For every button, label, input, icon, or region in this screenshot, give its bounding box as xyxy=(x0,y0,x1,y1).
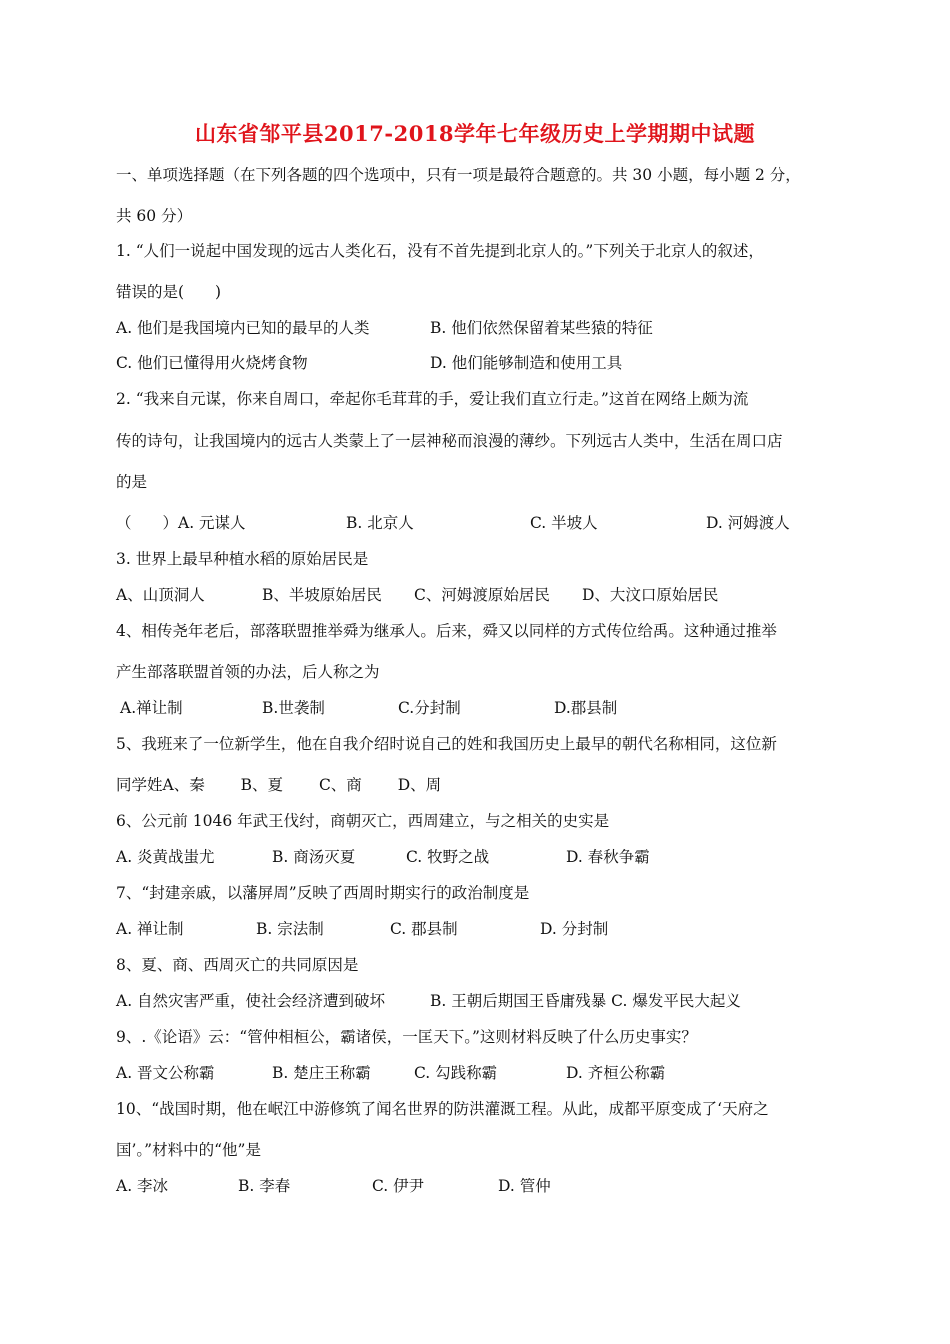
question-6-option-c: C. 牧野之战 xyxy=(406,848,490,866)
section-instructions-line1: 一、单项选择题（在下列各题的四个选项中，只有一项是最符合题意的。共 30 小题，每小题 2 分， xyxy=(116,166,801,184)
question-3-option-a: A、山顶洞人 xyxy=(116,586,205,604)
question-9-option-b: B. 楚庄王称霸 xyxy=(272,1064,371,1082)
question-2-stem-line1: 2. “我来自元谋，你来自周口，牵起你毛茸茸的手，爱让我们直立行走。”这首在网络上颇为流 xyxy=(116,390,749,408)
question-7-option-c: C. 郡县制 xyxy=(390,920,458,938)
question-3-option-b: B、半坡原始居民 xyxy=(262,586,382,604)
question-10-option-c: C. 伊尹 xyxy=(372,1177,425,1195)
question-3-stem: 3. 世界上最早种植水稻的原始居民是 xyxy=(116,550,369,568)
question-9-option-d: D. 齐桓公称霸 xyxy=(566,1064,666,1082)
question-10-stem-line2: 国’。”材料中的“他”是 xyxy=(116,1141,261,1159)
question-6-option-d: D. 春秋争霸 xyxy=(566,848,650,866)
question-8-option-bc: B. 王朝后期国王昏庸残暴 C. 爆发平民大起义 xyxy=(430,992,741,1010)
question-5-stem-line2: 同学姓A、秦 B、夏 C、商 D、周 xyxy=(116,776,442,794)
question-1-option-a: A. 他们是我国境内已知的最早的人类 xyxy=(116,319,370,337)
question-3-option-c: C、河姆渡原始居民 xyxy=(414,586,550,604)
question-4-stem-line2: 产生部落联盟首领的办法，后人称之为 xyxy=(116,663,380,681)
question-9-option-c: C. 勾践称霸 xyxy=(414,1064,498,1082)
question-4-option-c: C.分封制 xyxy=(398,699,461,717)
question-4-option-a: A.禅让制 xyxy=(120,699,183,717)
question-2-option-c: C. 半坡人 xyxy=(530,514,598,532)
question-6-option-b: B. 商汤灭夏 xyxy=(272,848,356,866)
question-4-option-d: D.郡县制 xyxy=(554,699,618,717)
question-3-option-d: D、大汶口原始居民 xyxy=(582,586,719,604)
question-1-option-d: D. 他们能够制造和使用工具 xyxy=(430,354,623,372)
question-4-option-b: B.世袭制 xyxy=(262,699,325,717)
question-6-option-a: A. 炎黄战蚩尤 xyxy=(116,848,215,866)
question-9-stem: 9、.《论语》云：“管仲相桓公，霸诸侯，一匡天下。”这则材料反映了什么历史事实？ xyxy=(116,1028,697,1046)
question-2-option-b: B. 北京人 xyxy=(346,514,414,532)
question-1-stem-line2: 错误的是( ) xyxy=(116,283,222,301)
question-6-stem: 6、公元前 1046 年武王伐纣，商朝灭亡，西周建立，与之相关的史实是 xyxy=(116,812,610,830)
question-7-option-d: D. 分封制 xyxy=(540,920,609,938)
question-7-option-b: B. 宗法制 xyxy=(256,920,324,938)
question-8-stem: 8、夏、商、西周灭亡的共同原因是 xyxy=(116,956,359,974)
question-5-stem-line1: 5、我班来了一位新学生，他在自我介绍时说自己的姓和我国历史上最早的朝代名称相同，这位新 xyxy=(116,735,777,753)
question-7-option-a: A. 禅让制 xyxy=(116,920,184,938)
question-10-option-a: A. 李冰 xyxy=(116,1177,169,1195)
question-1-option-b: B. 他们依然保留着某些猿的特征 xyxy=(430,319,653,337)
question-10-option-b: B. 李春 xyxy=(238,1177,291,1195)
question-1-stem-line1: 1. “人们一说起中国发现的远古人类化石，没有不首先提到北京人的。”下列关于北京人的叙述， xyxy=(116,242,764,260)
question-2-stem-line2: 传的诗句，让我国境内的远古人类蒙上了一层神秘而浪漫的薄纱。下列远古人类中，生活在周口店 xyxy=(116,432,783,450)
question-2-option-d: D. 河姆渡人 xyxy=(706,514,790,532)
question-10-stem-line1: 10、“战国时期，他在岷江中游修筑了闻名世界的防洪灌溉工程。从此，成都平原变成了‘天府之 xyxy=(116,1100,769,1118)
question-9-option-a: A. 晋文公称霸 xyxy=(116,1064,215,1082)
question-10-option-d: D. 管仲 xyxy=(498,1177,551,1195)
question-4-stem-line1: 4、相传尧年老后，部落联盟推举舜为继承人。后来，舜又以同样的方式传位给禹。这种通过推举 xyxy=(116,622,777,640)
question-7-stem: 7、“封建亲戚，以藩屏周”反映了西周时期实行的政治制度是 xyxy=(116,884,530,902)
page-title: 山东省邹平县2017-2018学年七年级历史上学期期中试题 xyxy=(194,121,756,146)
question-2-option-a: （ ）A. 元谋人 xyxy=(116,514,246,532)
question-8-option-a: A. 自然灾害严重，使社会经济遭到破坏 xyxy=(116,992,386,1010)
section-instructions-line2: 共 60 分） xyxy=(116,207,193,225)
question-1-option-c: C. 他们已懂得用火烧烤食物 xyxy=(116,354,308,372)
question-2-stem-line3: 的是 xyxy=(116,473,148,491)
